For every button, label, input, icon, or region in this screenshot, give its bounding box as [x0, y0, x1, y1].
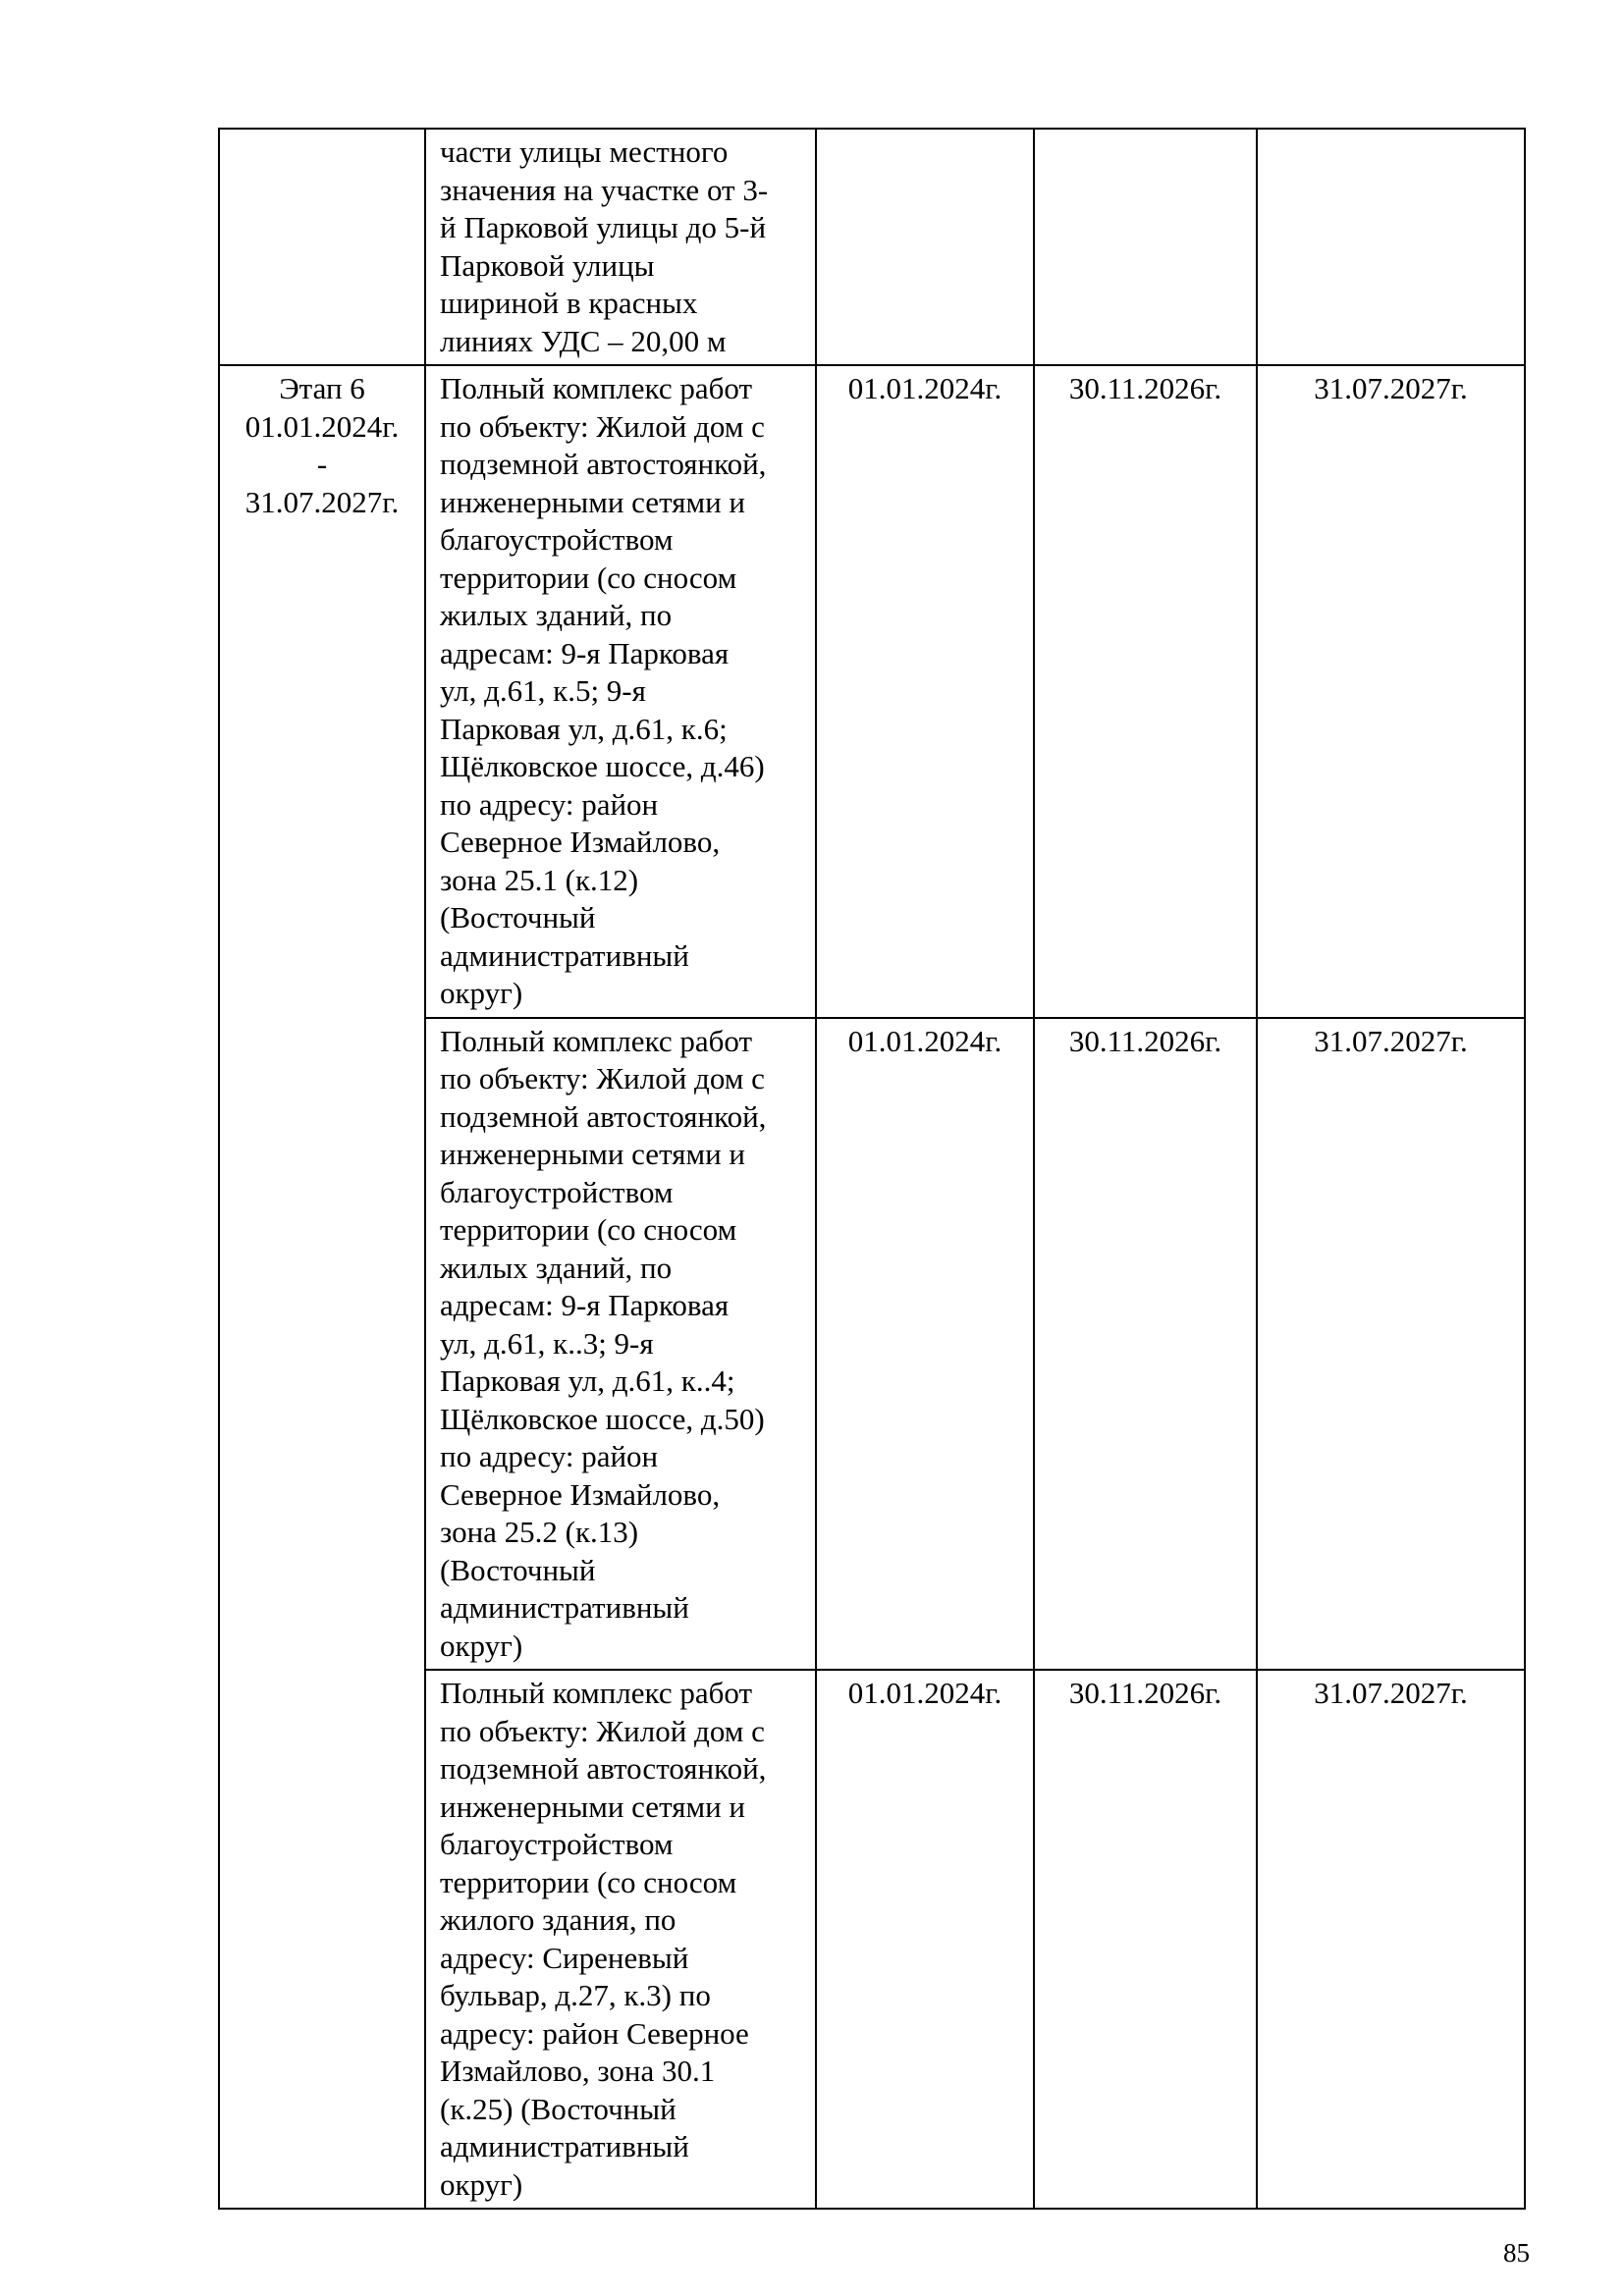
description-cell: части улицы местного значения на участке от 3- й Парковой улицы до 5-й Парковой улицы шириной в красных линиях УДС – 20,00 м	[425, 129, 816, 365]
description-cell: Полный комплекс работ по объекту: Жилой дом с подземной автостоянкой, инженерными сетями и благоустройством территории (со сносом жилых зданий, по адресам: 9-я Парковая ул, д.61, к..3; 9-я Парковая ул, д.61, к..4; Щёлковское шоссе, д.50) по адресу: район Северное Измайлово, зона 25.2 (к.13) (Восточный административный округ)	[425, 1018, 816, 1671]
schedule-table	[218, 128, 1526, 2210]
table-row-continuation	[219, 129, 1525, 365]
finish-date-cell: 30.11.2026г.	[1034, 1670, 1257, 2209]
finish-date-cell: 30.11.2026г.	[1034, 365, 1257, 1018]
start-date-cell: 01.01.2024г.	[816, 365, 1034, 1018]
finish-date-cell	[1034, 129, 1257, 365]
stage-cell-empty	[219, 129, 425, 365]
table-row	[219, 365, 1525, 1018]
commission-date-cell	[1257, 129, 1525, 365]
page-number: 85	[1503, 2238, 1530, 2268]
description-cell: Полный комплекс работ по объекту: Жилой дом с подземной автостоянкой, инженерными сетями и благоустройством территории (со сносом жилых зданий, по адресам: 9-я Парковая ул, д.61, к.5; 9-я Парковая ул, д.61, к.6; Щёлковское шоссе, д.46) по адресу: район Северное Измайлово, зона 25.1 (к.12) (Восточный административный округ)	[425, 365, 816, 1018]
start-date-cell	[816, 129, 1034, 365]
commission-date-cell: 31.07.2027г.	[1257, 1018, 1525, 1671]
finish-date-cell: 30.11.2026г.	[1034, 1018, 1257, 1671]
start-date-cell: 01.01.2024г.	[816, 1018, 1034, 1671]
stage-cell: Этап 6 01.01.2024г. - 31.07.2027г.	[219, 365, 425, 2209]
description-cell: Полный комплекс работ по объекту: Жилой дом с подземной автостоянкой, инженерными сетями и благоустройством территории (со сносом жилого здания, по адресу: Сиреневый бульвар, д.27, к.3) по адресу: район Северное Измайлово, зона 30.1 (к.25) (Восточный административный округ)	[425, 1670, 816, 2209]
commission-date-cell: 31.07.2027г.	[1257, 1670, 1525, 2209]
commission-date-cell: 31.07.2027г.	[1257, 365, 1525, 1018]
start-date-cell: 01.01.2024г.	[816, 1670, 1034, 2209]
